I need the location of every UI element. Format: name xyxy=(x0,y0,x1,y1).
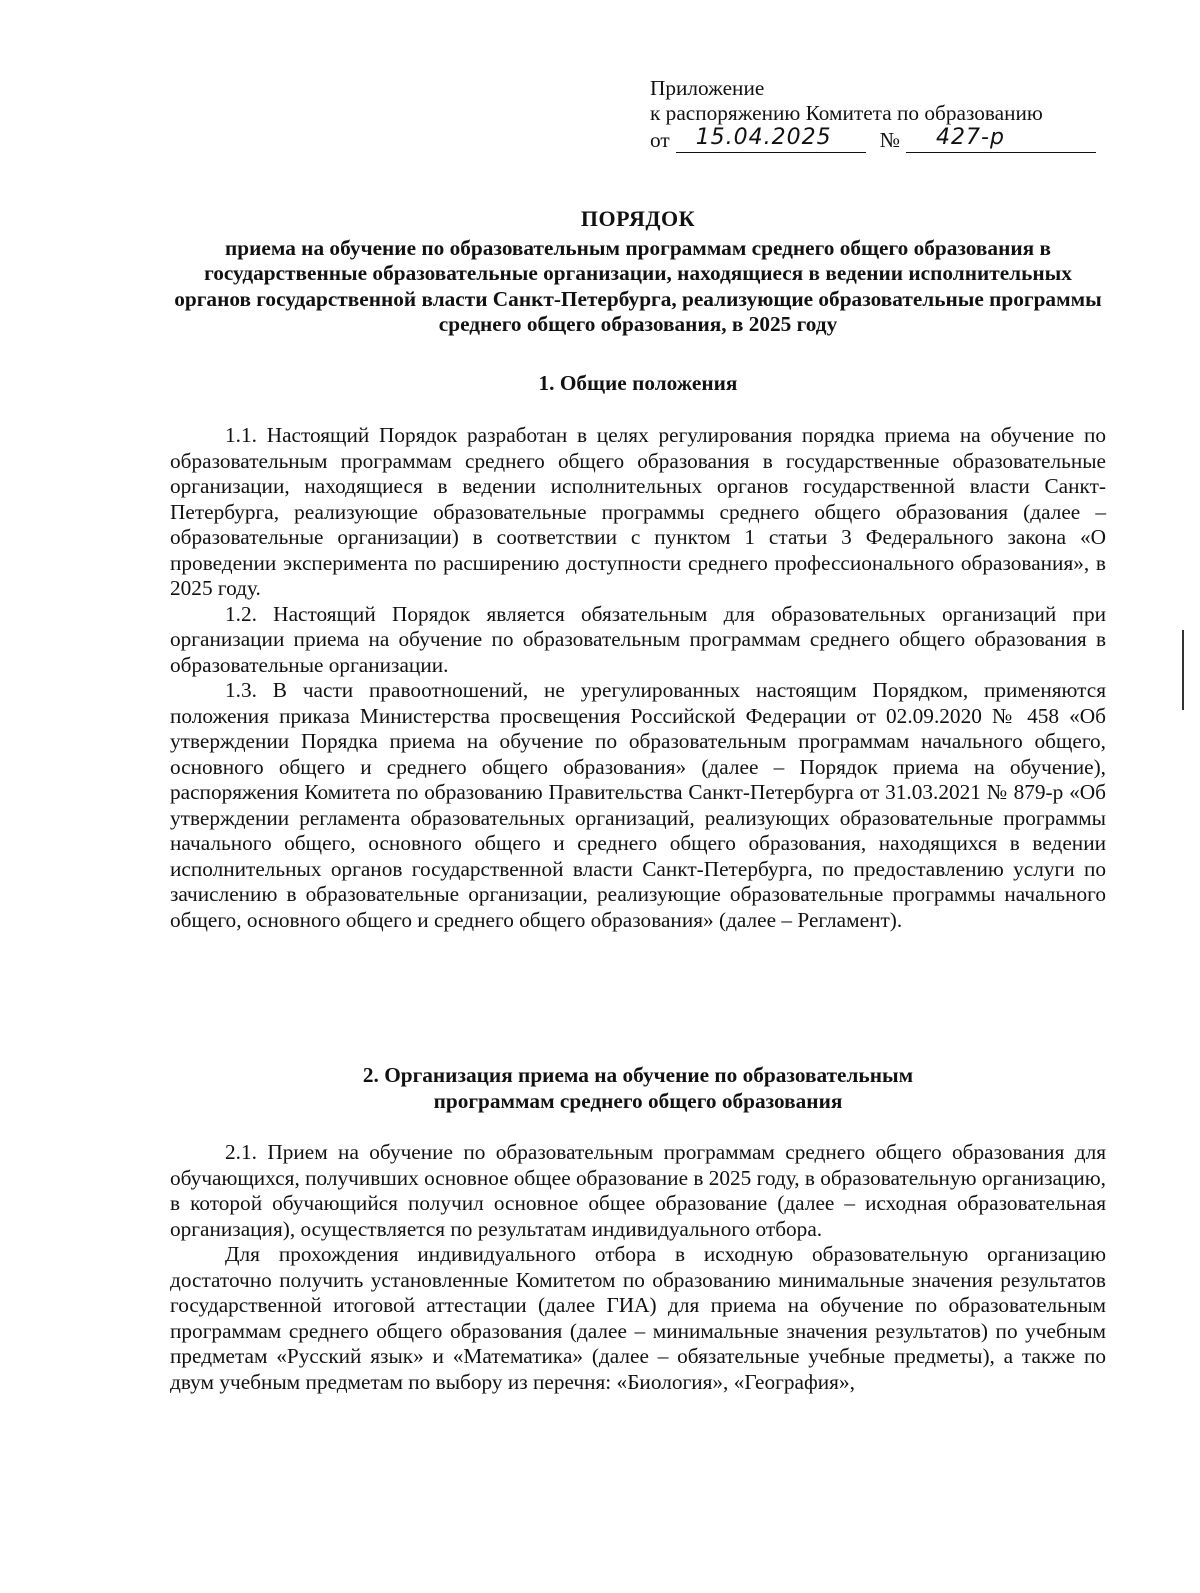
number-sign: № xyxy=(879,128,901,152)
appendix-date-row xyxy=(650,126,1110,153)
section-1-heading: 1. Общие положения xyxy=(538,371,738,395)
title-main: ПОРЯДОК xyxy=(580,206,696,231)
appendix-header xyxy=(650,76,1110,153)
date-field xyxy=(676,126,866,153)
paragraph-2-1-cont: Для прохождения индивидуального отбора в исходную образовательную организацию достаточно получить установленные Комитетом по образованию минимальные значения результатов государственной итоговой аттестации (далее ГИА) для приема на обучение по образовательным программам среднего общего образования (далее – минимальные значения результатов) по учебным предметам «Русский язык» и «Математика» (далее – обязательные учебные предметы), а также по двум учебным предметам по выбору из перечня: «Биология», «География», xyxy=(170,1242,1106,1394)
date-prefix: от xyxy=(650,128,670,152)
paragraph-2-1: 2.1. Прием на обучение по образовательным программам среднего общего образования для обучающихся, получивших основное общее образование в 2025 году, в образовательную организацию, в которой обучающийся получил основное общее образование (далее – исходная образовательная организация), осуществляется по результатам индивидуального отбора. xyxy=(170,1140,1107,1241)
section-2-heading-line2: программам среднего общего образования xyxy=(433,1088,843,1113)
title-subtitle: приема на обучение по образовательным программам среднего общего образования в государственные образовательные организации, находящиеся в ведении исполнительных органов государственной власти Санкт-Петербурга, реализующие образовательные программы среднего общего образования, в 2025 году xyxy=(174,235,1102,336)
paragraph-1-2: 1.2. Настоящий Порядок является обязательным для образовательных организаций при организации приема на обучение по образовательным программам среднего общего образования в образовательные организации. xyxy=(170,601,1106,677)
section-2-heading-line1: 2. Организация приема на обучение по образовательным xyxy=(362,1063,914,1087)
section-2-body xyxy=(170,1140,1106,1395)
document-title xyxy=(170,206,1106,338)
section-2-heading xyxy=(170,1063,1106,1114)
section-1-body xyxy=(170,423,1106,933)
paragraph-1-3: 1.3. В части правоотношений, не урегулированных настоящим Порядком, применяются положения приказа Министерства просвещения Российской Федерации от 02.09.2020 № 458 «Об утверждении Порядка приема на обучение по образовательным программам начального общего, основного общего и среднего общего образования» (далее – Порядок приема на обучение), распоряжения Комитета по образованию Правительства Санкт-Петербурга от 31.03.2021 № 879-р «Об утверждении регламента образовательных организаций, реализующих образовательные программы начального общего, основного общего и среднего общего образования, находящихся в ведении исполнительных органов государственной власти Санкт-Петербурга, по предоставлению услуги по зачислению в образовательные организации, реализующие образовательные программы начального общего, основного общего и среднего общего образования» (далее – Регламент). xyxy=(170,678,1106,932)
number-field xyxy=(906,126,1096,153)
appendix-label: Приложение xyxy=(650,76,765,100)
scan-edge-mark xyxy=(1182,630,1184,710)
appendix-reference: к распоряжению Комитета по образованию xyxy=(650,101,1043,125)
handwritten-number: 427-р xyxy=(936,125,1005,150)
handwritten-date: 15.04.2025 xyxy=(695,125,832,150)
paragraph-1-1: 1.1. Настоящий Порядок разработан в целях регулирования порядка приема на обучение по образовательным программам среднего общего образования в государственные образовательные организации, находящиеся в ведении исполнительных органов государственной власти Санкт-Петербурга, реализующие образовательные программы среднего общего образования (далее – образовательные организации) в соответствии с пунктом 1 статьи 3 Федерального закона «О проведении эксперимента по расширению доступности среднего профессионального образования», в 2025 году. xyxy=(170,423,1106,600)
